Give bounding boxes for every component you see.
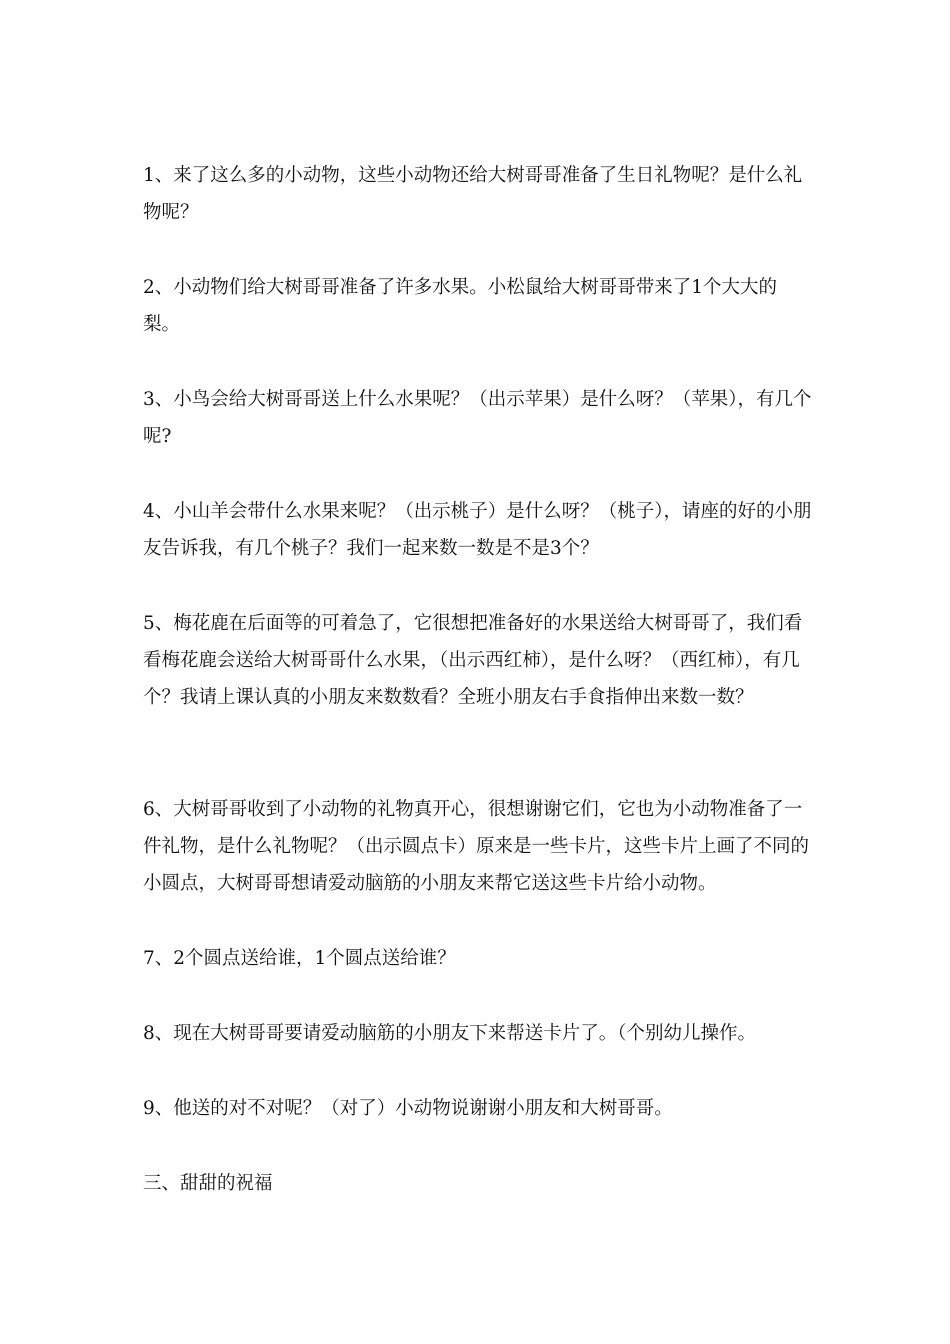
paragraph-9: 9、他送的对不对呢？（对了）小动物说谢谢小朋友和大树哥哥。 <box>143 1098 673 1119</box>
paragraph-3: 3、小鸟会给大树哥哥送上什么水果呢？（出示苹果）是什么呀？（苹果），有几个呢? <box>143 389 812 447</box>
paragraph-6: 6、大树哥哥收到了小动物的礼物真开心，很想谢谢它们，它也为小动物准备了一件礼物，是什么礼物呢？（出示圆点卡）原来是一些卡片，这些卡片上画了不同的小圆点，大树哥哥想请爱动脑筋的小朋友来帮它送这些卡片给小动物。 <box>143 799 810 894</box>
section-heading: 三、甜甜的祝福 <box>143 1173 273 1194</box>
paragraph-4: 4、小山羊会带什么水果来呢？（出示桃子）是什么呀？（桃子），请座的好的小朋友告诉我，有几个桃子？我们一起来数一数是不是3个？ <box>143 501 812 559</box>
paragraph-8: 8、现在大树哥哥要请爱动脑筋的小朋友下来帮送卡片了。（个别幼儿操作。 <box>143 1023 757 1044</box>
paragraph-1: 1、来了这么多的小动物，这些小动物还给大树哥哥准备了生日礼物呢？是什么礼物呢？ <box>143 165 803 223</box>
paragraph-5: 5、梅花鹿在后面等的可着急了，它很想把准备好的水果送给大树哥哥了，我们看看梅花鹿会送给大树哥哥什么水果，（出示西红柿），是什么呀？（西红柿），有几个？我请上课认真的小朋友来数数看？全班小朋友右手食指伸出来数一数？ <box>143 613 803 708</box>
paragraph-2: 2、小动物们给大树哥哥准备了许多水果。小松鼠给大树哥哥带来了1个大大的梨。 <box>143 277 778 335</box>
paragraph-7: 7、2个圆点送给谁，1个圆点送给谁？ <box>143 948 456 969</box>
